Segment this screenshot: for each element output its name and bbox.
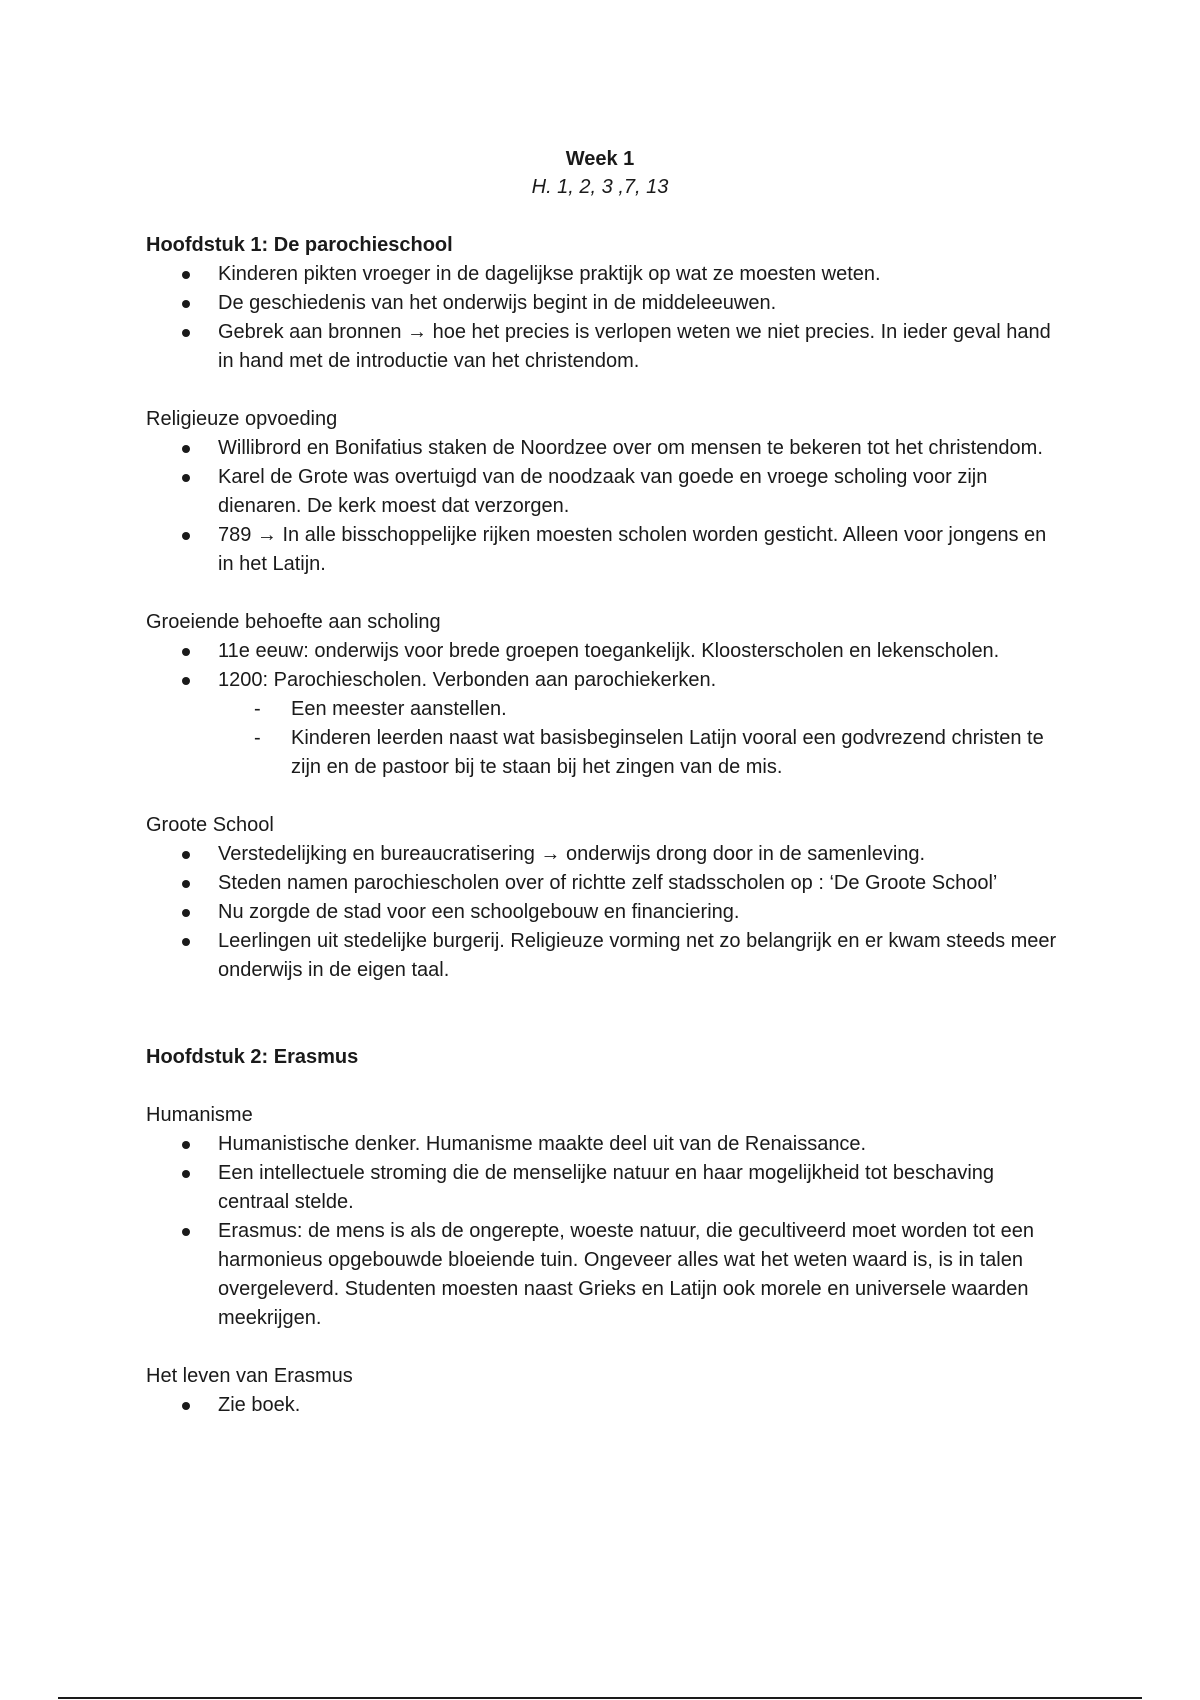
page-bottom-divider xyxy=(58,1697,1142,1699)
list-item-text: Gebrek aan bronnen → hoe het precies is verlopen weten we niet precies. In ieder geval hand in hand met de introductie van het christendom. xyxy=(218,321,1051,372)
chapter-2-heading: Hoofdstuk 2: Erasmus xyxy=(146,1046,359,1068)
list-item xyxy=(146,840,1066,869)
list-item-text: Verstedelijking en bureaucratisering → onderwijs drong door in de samenleving. xyxy=(218,843,926,865)
groeiende-behoefte-list xyxy=(146,637,1066,782)
sub-list-item-text: Kinderen leerden naast wat basisbeginselen Latijn vooral een godvrezend christen te zijn en de pastoor bij te staan bij het zingen van de mis. xyxy=(291,727,1044,778)
section-heading-groeiende-behoefte: Groeiende behoefte aan scholing xyxy=(146,611,441,633)
bullet-icon xyxy=(182,938,190,946)
list-item-text: Leerlingen uit stedelijke burgerij. Religieuze vorming net zo belangrijk en er kwam steeds meer onderwijs in de eigen taal. xyxy=(218,930,1057,981)
sub-list-item xyxy=(218,724,1066,782)
bullet-icon xyxy=(182,445,190,453)
sub-list-item xyxy=(218,695,1066,724)
list-item xyxy=(146,434,1066,463)
document-subtitle: H. 1, 2, 3 ,7, 13 xyxy=(531,176,669,198)
bullet-icon xyxy=(182,1402,190,1410)
bullet-icon xyxy=(182,300,190,308)
list-item xyxy=(146,666,1066,782)
document-header xyxy=(0,145,1200,201)
section-heading-humanisme: Humanisme xyxy=(146,1104,253,1126)
list-item-text: Nu zorgde de stad voor een schoolgebouw en financiering. xyxy=(218,901,740,923)
bullet-icon xyxy=(182,532,190,540)
document-title: Week 1 xyxy=(565,148,635,170)
list-item-text: Humanistische denker. Humanisme maakte deel uit van de Renaissance. xyxy=(218,1133,867,1155)
dash-icon: - xyxy=(254,698,261,720)
list-item-text: 789 → In alle bisschoppelijke rijken moesten scholen worden gesticht. Alleen voor jongens en in het Latijn. xyxy=(218,524,1047,575)
religieuze-opvoeding-list xyxy=(146,434,1066,579)
list-item xyxy=(146,463,1066,521)
leven-van-erasmus-list xyxy=(146,1391,1066,1420)
list-item-text: Steden namen parochiescholen over of richtte zelf stadsscholen op : ‘De Groote School’ xyxy=(218,872,998,894)
chapter-1-intro-list xyxy=(146,260,1066,376)
parochiescholen-sublist xyxy=(218,695,1066,782)
bullet-icon xyxy=(182,648,190,656)
list-item xyxy=(146,927,1066,985)
bullet-icon xyxy=(182,329,190,337)
list-item-text: Zie boek. xyxy=(218,1394,301,1416)
list-item-text: 11e eeuw: onderwijs voor brede groepen toegankelijk. Kloosterscholen en lekenscholen. xyxy=(218,640,1000,662)
section-heading-groote-school: Groote School xyxy=(146,814,274,836)
bullet-icon xyxy=(182,677,190,685)
bullet-icon xyxy=(182,271,190,279)
list-item xyxy=(146,869,1066,898)
bullet-icon xyxy=(182,1170,190,1178)
chapter-1-heading: Hoofdstuk 1: De parochieschool xyxy=(146,234,453,256)
groote-school-list xyxy=(146,840,1066,985)
dash-icon: - xyxy=(254,727,261,749)
list-item xyxy=(146,1217,1066,1333)
list-item xyxy=(146,318,1066,376)
list-item-text: Willibrord en Bonifatius staken de Noordzee over om mensen te bekeren tot het christendom. xyxy=(218,437,1043,459)
document-body xyxy=(146,231,1066,1420)
bullet-icon xyxy=(182,1228,190,1236)
sub-list-item-text: Een meester aanstellen. xyxy=(291,698,507,720)
bullet-icon xyxy=(182,474,190,482)
list-item-text: Een intellectuele stroming die de menselijke natuur en haar mogelijkheid tot beschaving centraal stelde. xyxy=(218,1162,995,1213)
section-heading-religieuze-opvoeding: Religieuze opvoeding xyxy=(146,408,338,430)
list-item-text: De geschiedenis van het onderwijs begint in de middeleeuwen. xyxy=(218,292,777,314)
list-item xyxy=(146,898,1066,927)
bullet-icon xyxy=(182,1141,190,1149)
bullet-icon xyxy=(182,851,190,859)
list-item-text: Erasmus: de mens is als de ongerepte, woeste natuur, die gecultiveerd moet worden tot een harmonieus opgebouwde bloeiende tuin. Ongeveer alles wat het weten waard is, is in talen overgeleverd. Studenten moesten naast Grieks en Latijn ook morele en universele waarden meekrijgen. xyxy=(218,1220,1035,1329)
bullet-icon xyxy=(182,909,190,917)
list-item xyxy=(146,1130,1066,1159)
list-item xyxy=(146,521,1066,579)
list-item-text: Karel de Grote was overtuigd van de noodzaak van goede en vroege scholing voor zijn dienaren. De kerk moest dat verzorgen. xyxy=(218,466,988,517)
list-item xyxy=(146,260,1066,289)
list-item xyxy=(146,1159,1066,1217)
list-item-text: 1200: Parochiescholen. Verbonden aan parochiekerken. xyxy=(218,669,717,691)
list-item xyxy=(146,637,1066,666)
list-item-text: Kinderen pikten vroeger in de dagelijkse praktijk op wat ze moesten weten. xyxy=(218,263,881,285)
bullet-icon xyxy=(182,880,190,888)
humanisme-list xyxy=(146,1130,1066,1333)
list-item xyxy=(146,289,1066,318)
list-item xyxy=(146,1391,1066,1420)
section-heading-leven-van-erasmus: Het leven van Erasmus xyxy=(146,1365,353,1387)
